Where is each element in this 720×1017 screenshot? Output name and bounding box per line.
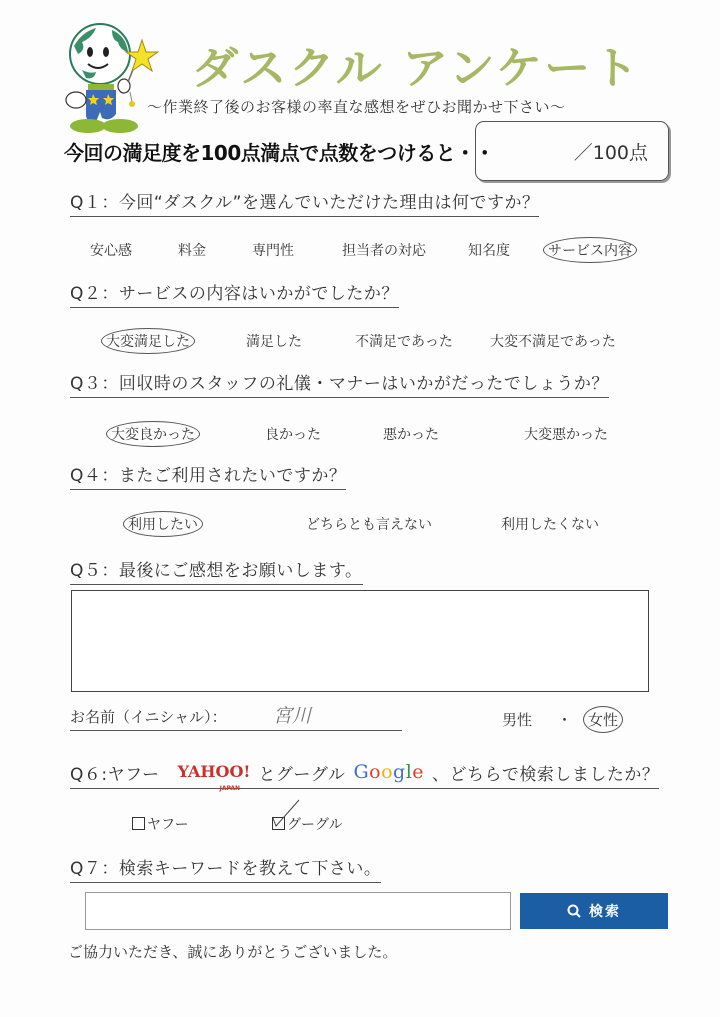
q3-option-very-bad[interactable]: 大変悪かった xyxy=(524,427,608,443)
search-keyword-input[interactable] xyxy=(85,892,511,930)
q1-option-anshin[interactable]: 安心感 xyxy=(90,243,132,259)
q2-option-unsatisfied[interactable]: 不満足であった xyxy=(355,334,453,350)
q6-label-middle: とグーグル xyxy=(258,765,346,785)
q1-option-expertise[interactable]: 専門性 xyxy=(252,243,294,259)
mascot-logo xyxy=(62,20,172,138)
q6-option-google-label: グーグル xyxy=(287,817,343,833)
q2-option-very-satisfied-selected[interactable]: 大変満足した xyxy=(101,328,195,354)
question-6-label xyxy=(70,761,660,792)
question-4-label: Q４：またご利用されたいですか？ xyxy=(70,465,346,490)
search-icon xyxy=(567,904,581,918)
gender-separator: ・ xyxy=(557,711,573,729)
question-2-label: Q２：サービスの内容はいかがでしたか？ xyxy=(70,283,399,308)
score-input-box[interactable] xyxy=(475,121,669,181)
yahoo-logo xyxy=(177,761,251,792)
yahoo-logo-sub: JAPAN xyxy=(219,785,240,792)
q6-option-yahoo[interactable] xyxy=(132,814,189,834)
q1-option-price[interactable]: 料金 xyxy=(178,243,206,259)
question-1-label: Q１：今回“ダスクル”を選んでいただけた理由は何ですか？ xyxy=(70,192,539,217)
q6-option-yahoo-label: ヤフー xyxy=(147,817,189,833)
question-3-label: Q３：回収時のスタッフの礼儀・マナーはいかがだったでしょうか？ xyxy=(70,373,609,398)
thanks-message: ご協力いただき、誠にありがとうございました。 xyxy=(68,943,398,961)
q1-option-staff[interactable]: 担当者の対応 xyxy=(342,243,426,259)
survey-title: ダスクル アンケート xyxy=(192,43,641,94)
q1-option-service-selected[interactable]: サービス内容 xyxy=(543,237,637,263)
comment-textarea[interactable] xyxy=(71,590,649,692)
q6-label-prefix: Q６:ヤフー xyxy=(70,765,160,785)
yahoo-logo-text: YAHOO! xyxy=(177,762,251,781)
score-prompt: 今回の満足度を100点満点で点数をつけると・・ xyxy=(64,141,495,165)
name-underline xyxy=(70,730,402,731)
score-suffix: ／100点 xyxy=(573,142,648,164)
q3-option-very-good-selected[interactable]: 大変良かった xyxy=(106,421,200,447)
search-button-label: 検索 xyxy=(589,904,621,920)
q2-option-satisfied[interactable]: 満足した xyxy=(246,334,302,350)
q2-option-very-unsatisfied[interactable]: 大変不満足であった xyxy=(490,334,616,350)
checkbox-yahoo[interactable] xyxy=(132,817,145,830)
q6-option-google-selected[interactable] xyxy=(272,814,343,834)
q4-option-yes-selected[interactable]: 利用したい xyxy=(123,511,203,537)
google-logo: Google xyxy=(353,761,425,783)
q4-option-neutral[interactable]: どちらとも言えない xyxy=(306,517,432,533)
q3-option-good[interactable]: 良かった xyxy=(265,427,321,443)
question-7-label: Q７：検索キーワードを教えて下さい。 xyxy=(70,858,381,883)
checkbox-google-checked[interactable] xyxy=(272,817,285,830)
q1-option-recognition[interactable]: 知名度 xyxy=(468,243,510,259)
q6-label-suffix: 、どちらで検索しましたか？ xyxy=(432,765,660,785)
gender-option-male[interactable]: 男性 xyxy=(502,711,533,729)
q4-option-no[interactable]: 利用したくない xyxy=(501,517,599,533)
search-button[interactable] xyxy=(520,893,668,929)
q3-option-bad[interactable]: 悪かった xyxy=(383,427,439,443)
name-label: お名前（イニシャル）： xyxy=(70,708,227,726)
gender-option-female-selected[interactable]: 女性 xyxy=(583,706,623,733)
name-value[interactable]: 宮川 xyxy=(273,705,312,727)
survey-subtitle: ～作業終了後のお客様の率直な感想をぜひお聞かせ下さい～ xyxy=(147,98,566,116)
question-5-label: Q５：最後にご感想をお願いします。 xyxy=(70,560,363,585)
